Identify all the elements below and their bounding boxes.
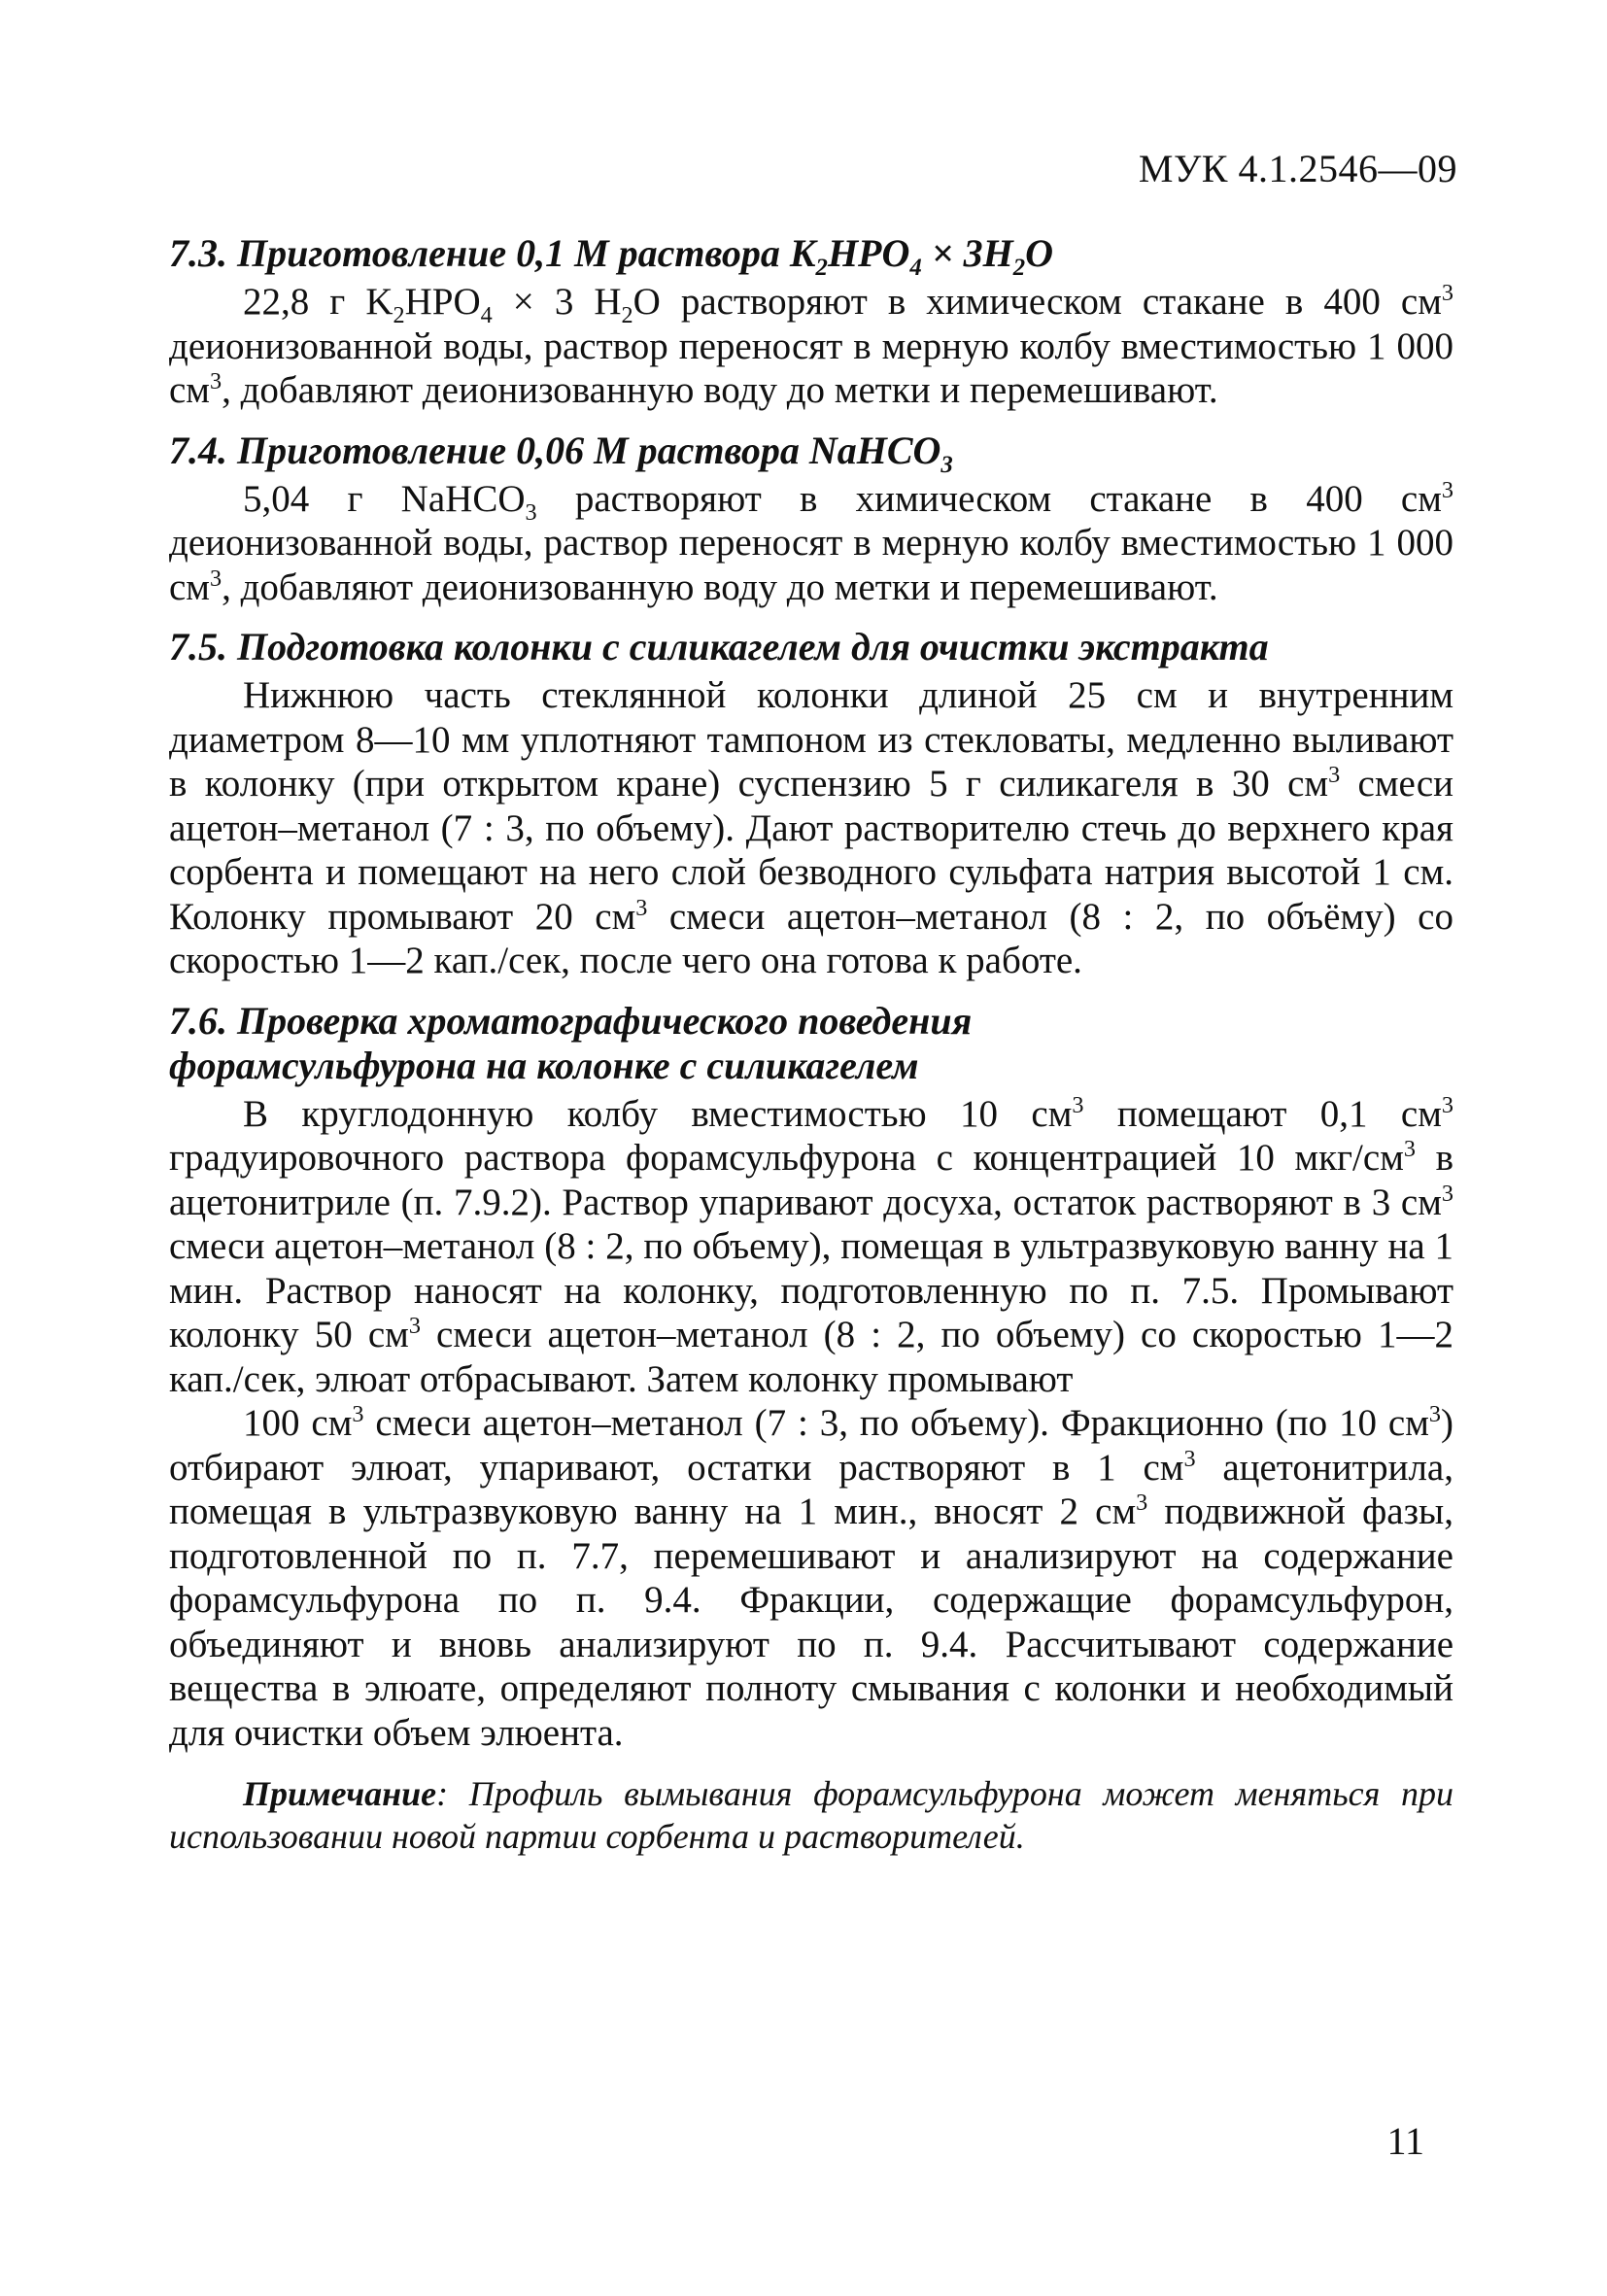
section-heading-7-4: 7.4. Приготовление 0,06 М раствора NaHCO$_3$	[169, 428, 953, 478]
section-heading-7-5: 7.5. Подготовка колонки с силикагелем для очистки экстракта	[169, 625, 1269, 668]
note-label: Примечание	[243, 1774, 437, 1813]
section-7-6	[169, 999, 1453, 1859]
section-heading-7-3: 7.3. Приготовление 0,1 М раствора $K_2HPO_4 \times 3H_2O$	[169, 231, 1053, 281]
paragraph-7-5: Нижнюю часть стеклянной колонки длиной 25 см и внутренним диаметром 8—10 мм уплотняют тампоном из стекловаты, медленно выливают в колонку (при открытом кране) суспензию 5 г силикагеля в 30 $см^3$ смеси ацетон–метанол (7 : 3, по объему). Дают растворителю стечь до верхнего края сорбента и помещают на него слой безводного сульфата натрия высотой 1 см. Колонку промывают 20 $см^3$ смеси ацетон–метанол (8 : 2, по объёму) со скоростью 1—2 кап./сек, после чего она готова к работе.	[169, 674, 1454, 981]
running-header: МУК 4.1.2546—09	[1138, 147, 1457, 190]
note-paragraph	[169, 1772, 1453, 1858]
main-text	[169, 231, 1453, 1873]
paragraph-7-4: 5,04 г NaHCO$_3$ растворяют в химическом стакане в 400 $см^3$ деионизованной воды, раствор переносят в мерную колбу вместимостью 1 000 $см^3$, добавляют деионизованную воду до метки и перемешивают.	[169, 476, 1454, 608]
section-7-4	[169, 428, 1453, 610]
note-text: : Профиль вымывания форамсульфурона может меняться при использовании новой партии сорбента и растворителей.	[169, 1774, 1453, 1856]
section-heading-7-6: 7.6. Проверка хроматографического поведения форамсульфурона на колонке с силикагелем	[169, 998, 973, 1087]
paragraph-7-6-b: 100 $см^3$ смеси ацетон–метанол (7 : 3, по объему). Фракционно (по 10 $см^3$) отбирают элюат, упаривают, остатки растворяют в 1 $см^3$ ацетонитрила, помещая в ультразвуковую ванну на 1 мин., вносят 2 $см^3$ подвижной фазы, подготовленной по п. 7.7, перемешивают и анализируют на содержание форамсульфурона по п. 9.4. Фракции, содержащие форамсульфурон, объединяют и вновь анализируют по п. 9.4. Рассчитывают содержание вещества в элюате, определяют полноту смывания с колонки и необходимый для очистки объем элюента.	[169, 1401, 1453, 1754]
paragraph-7-3: 22,8 г $K_2HPO_4 \times 3$ $H_2O$ растворяют в химическом стакане в 400 $см^3$ деионизованной воды, раствор переносят в мерную колбу вместимостью 1 000 $см^3$, добавляют деионизованную воду до метки и перемешивают.	[169, 280, 1453, 411]
section-7-5	[169, 625, 1453, 983]
page-number: 11	[1386, 2119, 1424, 2163]
section-7-3	[169, 231, 1453, 413]
paragraph-7-6-a: В круглодонную колбу вместимостью 10 $см^3$ помещают 0,1 $см^3$ градуировочного раствора форамсульфурона с концентрацией 10 мкг/$см^3$ в ацетонитриле (п. 7.9.2). Раствор упаривают досуха, остаток растворяют в 3 $см^3$ смеси ацетон–метанол (8 : 2, по объему), помещая в ультразвуковую ванну на 1 мин. Раствор наносят на колонку, подготовленную по п. 7.5. Промывают колонку 50 $см^3$ смеси ацетон–метанол (8 : 2, по объему) со скоростью 1—2 кап./сек, элюат отбрасывают. Затем колонку промывают	[169, 1091, 1454, 1400]
